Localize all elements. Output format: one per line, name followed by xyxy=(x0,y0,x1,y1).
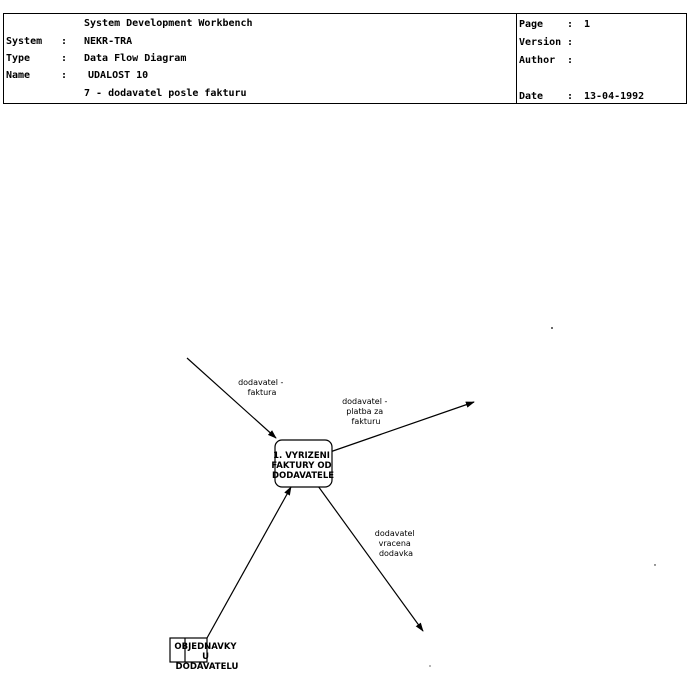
author-label: Author xyxy=(519,55,556,66)
system-colon: : xyxy=(61,36,68,47)
date-value: 13-04-1992 xyxy=(584,91,645,102)
flow-label-return: dodavatel vracena dodavka xyxy=(374,529,415,558)
flow-arrow-return xyxy=(318,486,423,631)
name-colon: : xyxy=(61,70,68,81)
event-description: 7 - dodavatel posle fakturu xyxy=(84,88,247,99)
name-label: Name xyxy=(6,70,31,81)
type-label: Type xyxy=(6,53,31,64)
page-value: 1 xyxy=(584,19,591,30)
scan-speck xyxy=(551,327,553,329)
process-label: 1. VYRIZENI FAKTURY OD DODAVATELE xyxy=(271,451,335,481)
scan-speck xyxy=(429,665,430,666)
flow-label-invoice: dodavatel - faktura xyxy=(238,378,284,397)
date-label: Date xyxy=(519,91,544,102)
scan-speck xyxy=(654,564,655,565)
tool-name: System Development Workbench xyxy=(84,18,253,29)
system-label: System xyxy=(6,36,43,47)
author-colon: : xyxy=(567,55,574,66)
version-colon: : xyxy=(567,37,574,48)
name-value: UDALOST 10 xyxy=(88,70,149,81)
page-colon: : xyxy=(567,19,574,30)
type-colon: : xyxy=(61,53,68,64)
flow-arrow-invoice xyxy=(187,358,276,438)
date-colon: : xyxy=(567,91,574,102)
type-value: Data Flow Diagram xyxy=(84,53,187,64)
flow-label-payment: dodavatel - platba za fakturu xyxy=(342,397,388,426)
flow-arrow-store xyxy=(207,487,291,638)
page-label: Page xyxy=(519,19,544,30)
version-label: Version xyxy=(519,37,562,48)
system-value: NEKR-TRA xyxy=(84,36,133,47)
data-store-label: OBJEDNAVKY U DODAVATELU xyxy=(174,642,239,672)
